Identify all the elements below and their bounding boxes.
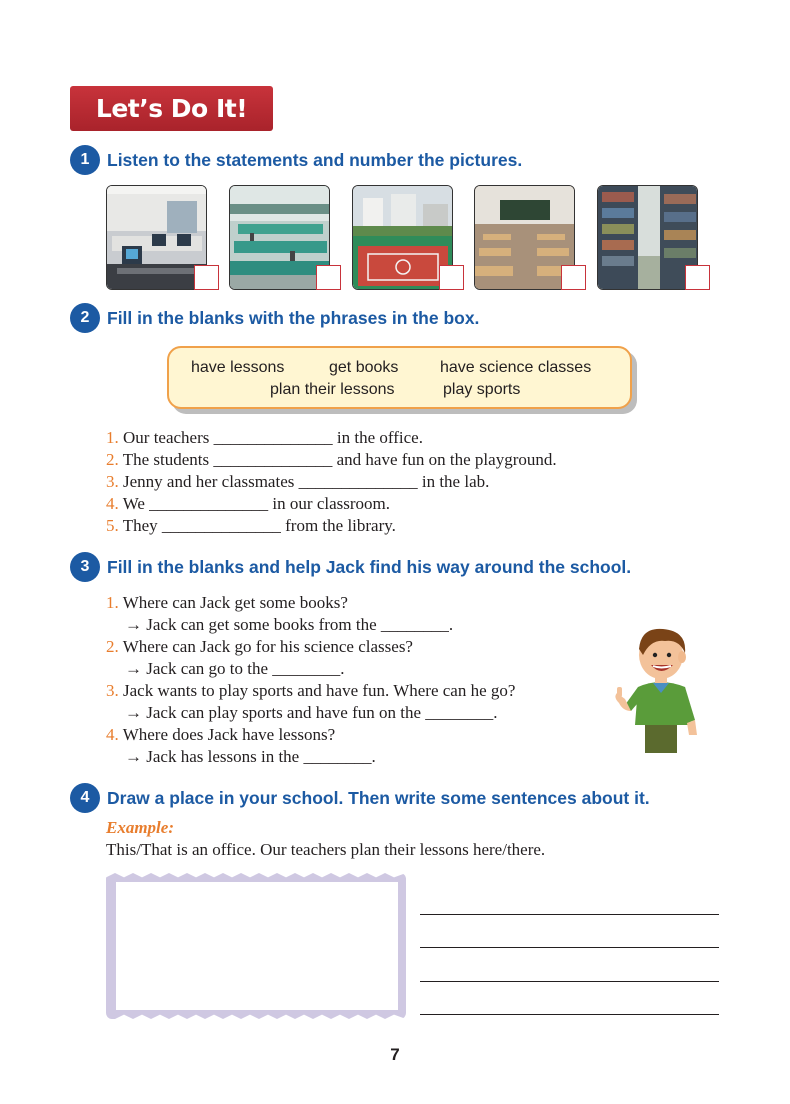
exercise-2-item (106, 427, 423, 449)
picture-classroom (474, 185, 575, 290)
section-3-heading (70, 552, 631, 582)
item-text: We ______________ in our classroom. (122, 494, 390, 513)
section-4-number: 4 (70, 783, 100, 813)
exercise-2-item (106, 471, 489, 493)
item-text: Jenny and her classmates ______________ in the lab. (123, 472, 490, 491)
picture-4-answer-box[interactable] (561, 265, 586, 290)
section-4-title: Draw a place in your school. Then write some sentences about it. (107, 787, 650, 808)
exercise-3-question (106, 636, 413, 658)
item-number: 2. (106, 450, 119, 469)
question-text: Where can Jack go for his science classes? (122, 637, 413, 656)
writing-line[interactable] (420, 947, 719, 948)
item-number: 3. (106, 472, 119, 491)
drawing-area[interactable] (116, 882, 398, 1010)
exercise-2-item (106, 493, 390, 515)
section-2-number: 2 (70, 303, 100, 333)
picture-science-lab (229, 185, 330, 290)
lets-do-it-banner: Let’s Do It! (70, 86, 273, 131)
item-number: 4. (106, 494, 119, 513)
jack-illustration (605, 625, 700, 760)
section-3-title: Fill in the blanks and help Jack find his way around the school. (107, 556, 632, 577)
exercise-2-item (106, 449, 557, 471)
question-text: Jack wants to play sports and have fun. Where can he go? (123, 681, 516, 700)
picture-3-answer-box[interactable] (439, 265, 464, 290)
item-number: 1. (106, 593, 119, 612)
item-number: 1. (106, 428, 119, 447)
phrase-play-sports: play sports (443, 381, 521, 398)
phrase-box (167, 346, 632, 409)
question-text: Where does Jack have lessons? (122, 725, 336, 744)
picture-2-answer-box[interactable] (316, 265, 341, 290)
exercise-3-question (106, 680, 515, 702)
example-label: Example: (106, 818, 174, 837)
writing-line[interactable] (420, 1014, 719, 1015)
item-text: Our teachers ______________ in the office. (123, 428, 423, 447)
picture-playground (352, 185, 453, 290)
page-number: 7 (390, 1045, 400, 1064)
phrase-have-science-classes: have science classes (440, 359, 592, 376)
writing-line[interactable] (420, 914, 719, 915)
picture-computer-room (106, 185, 207, 290)
exercise-2-item (106, 515, 396, 537)
item-number: 5. (106, 516, 119, 535)
writing-line[interactable] (420, 981, 719, 982)
section-1-title: Listen to the statements and number the pictures. (107, 149, 523, 170)
picture-1-answer-box[interactable] (194, 265, 219, 290)
item-number: 4. (106, 725, 119, 744)
exercise-3-question (106, 724, 335, 746)
exercise-3-answer: → Jack can play sports and have fun on the ________. (125, 703, 498, 722)
section-4-heading (70, 783, 650, 813)
section-2-heading (70, 303, 479, 333)
exercise-3-answer: → Jack can get some books from the ________. (125, 615, 454, 634)
exercise-3-answer: → Jack can go to the ________. (125, 659, 345, 678)
example-sentence: This/That is an office. Our teachers plan their lessons here/there. (106, 840, 546, 859)
section-2-title: Fill in the blanks with the phrases in the box. (107, 307, 480, 328)
picture-5-answer-box[interactable] (685, 265, 710, 290)
section-1-number: 1 (70, 145, 100, 175)
item-text: The students ______________ and have fun on the playground. (122, 450, 557, 469)
item-text: They ______________ from the library. (122, 516, 396, 535)
item-number: 3. (106, 681, 119, 700)
section-3-number: 3 (70, 552, 100, 582)
exercise-3-question (106, 592, 348, 614)
phrase-have-lessons: have lessons (191, 359, 285, 376)
section-1-heading (70, 145, 522, 175)
phrase-get-books: get books (329, 359, 399, 376)
question-text: Where can Jack get some books? (122, 593, 348, 612)
phrase-plan-their-lessons: plan their lessons (270, 381, 395, 398)
item-number: 2. (106, 637, 119, 656)
exercise-3-answer: → Jack has lessons in the ________. (125, 747, 376, 766)
picture-library (597, 185, 698, 290)
